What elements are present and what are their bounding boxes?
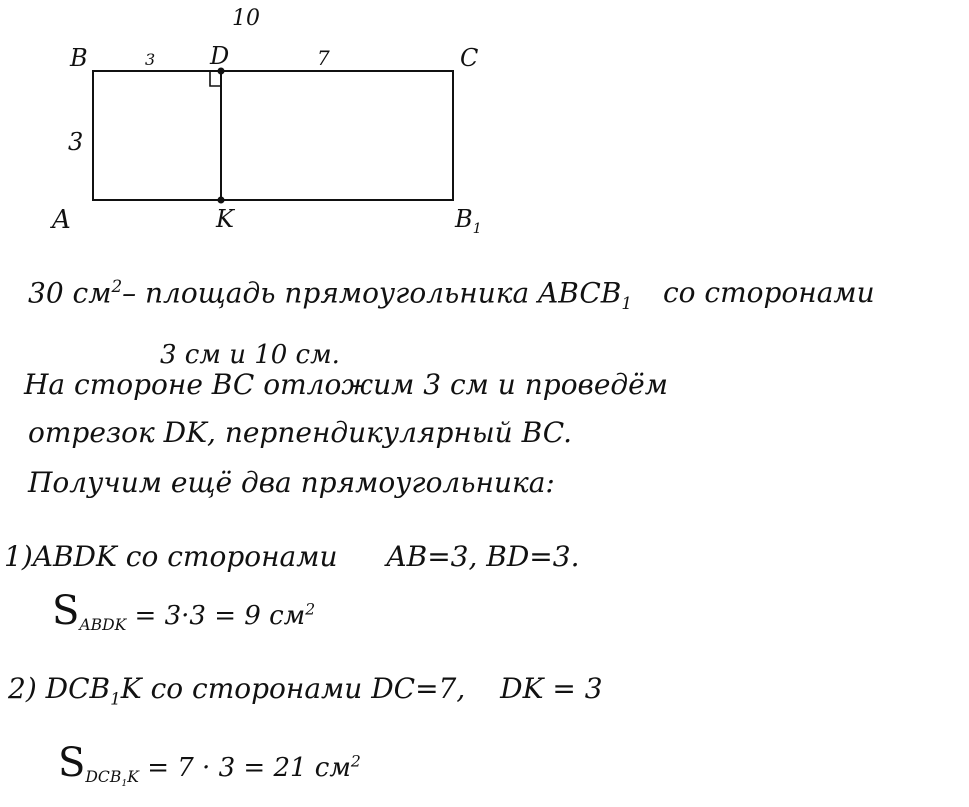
label-vertex-b: B (70, 44, 88, 72)
rectangle-diagram (0, 0, 969, 260)
label-segment-bd: 3 (145, 50, 156, 69)
label-vertex-b1: $B_1$ (455, 205, 482, 237)
text-line-1: 30 $см^2-$ площадь прямоугольника $ABCB_1$ со сторонами (28, 276, 875, 313)
label-vertex-c: C (460, 44, 479, 72)
label-vertex-k: K (216, 205, 234, 233)
text-line-3: На стороне BC отложим 3 см и проведём (24, 368, 668, 401)
text-line-7: $S_{ABDK} = 3\cdot 3 = 9$ $см^2$ (52, 588, 316, 635)
label-vertex-d: D (210, 42, 230, 70)
text-line-2: 3 см и 10 см. (160, 340, 340, 370)
point-k (218, 197, 225, 204)
text-line-6: 1)ABDK со сторонами AB=3, BD=3. (4, 540, 580, 573)
label-segment-dc: 7 (317, 46, 330, 70)
text-line-9: $S_{DCB_1K} = 7 \cdot 3 = 21$ $см^2$ (58, 740, 361, 790)
label-vertex-a: A (52, 205, 71, 235)
text-line-5: Получим ещё два прямоугольника: (28, 466, 555, 499)
text-line-8: 2) $DCB_1K$ со сторонами DC=7, DK = 3 (8, 672, 603, 709)
label-side-ab: 3 (68, 128, 84, 156)
label-top-length: 10 (232, 6, 260, 31)
text-line-4: отрезок DK, перпендикулярный BC. (28, 416, 573, 449)
rectangle-abcb1 (93, 71, 453, 200)
